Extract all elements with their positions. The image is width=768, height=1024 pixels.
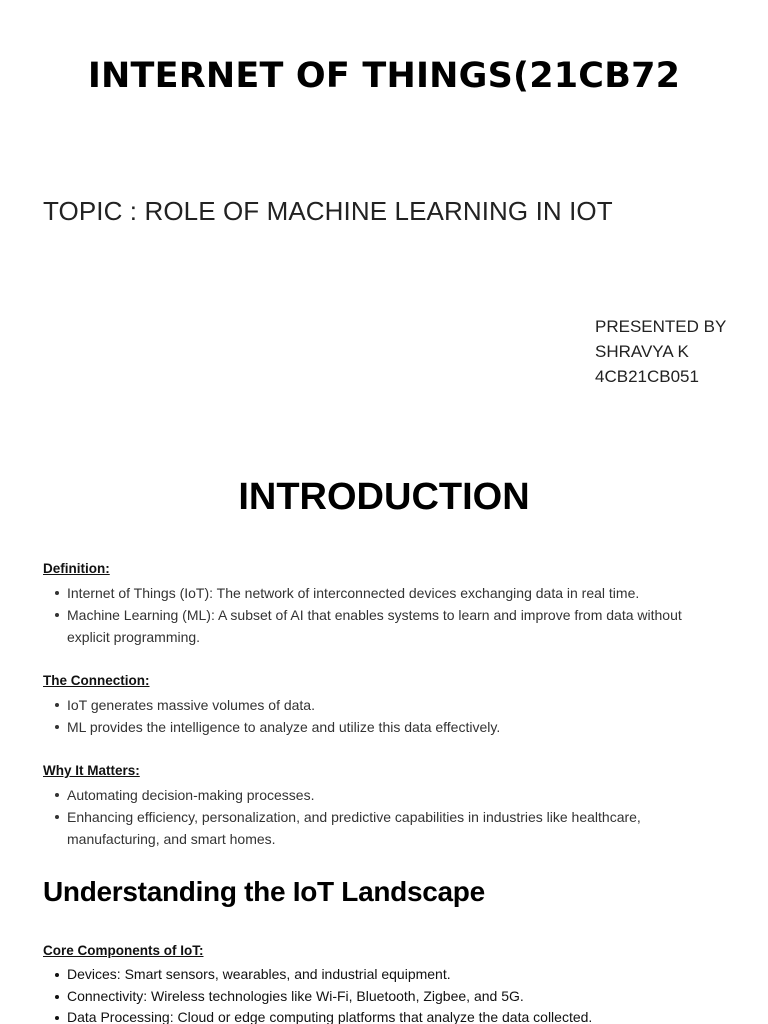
why-it-matters-section bbox=[43, 762, 723, 850]
topic-line: TOPIC : ROLE OF MACHINE LEARNING IN IOT bbox=[43, 196, 613, 226]
presenter-label: PRESENTED BY bbox=[595, 317, 727, 336]
list-item: Data Processing: Cloud or edge computing platforms that analyze the data collected. bbox=[67, 1007, 723, 1024]
list-item: Internet of Things (IoT): The network of interconnected devices exchanging data in real time. bbox=[67, 582, 723, 604]
list-item: Automating decision-making processes. bbox=[67, 784, 723, 806]
core-components-title: Core Components of IoT: bbox=[43, 943, 204, 958]
connection-list bbox=[43, 694, 723, 738]
connection-title: The Connection: bbox=[43, 673, 150, 688]
core-components-section bbox=[43, 942, 723, 1024]
list-item: IoT generates massive volumes of data. bbox=[67, 694, 723, 716]
core-components-list bbox=[43, 964, 723, 1024]
iot-landscape-heading: Understanding the IoT Landscape bbox=[43, 876, 485, 907]
list-item: Devices: Smart sensors, wearables, and industrial equipment. bbox=[67, 964, 723, 986]
introduction-heading: INTRODUCTION bbox=[238, 476, 530, 518]
why-it-matters-list bbox=[43, 784, 723, 850]
list-item: Machine Learning (ML): A subset of AI that enables systems to learn and improve from data without explicit programming. bbox=[67, 604, 723, 648]
presenter-block bbox=[595, 314, 726, 389]
definition-list bbox=[43, 582, 723, 648]
list-item: Connectivity: Wireless technologies like Wi-Fi, Bluetooth, Zigbee, and 5G. bbox=[67, 986, 723, 1008]
list-item: Enhancing efficiency, personalization, and predictive capabilities in industries like healthcare, manufacturing, and smart homes. bbox=[67, 806, 723, 850]
definition-section bbox=[43, 560, 723, 648]
document-title: INTERNET OF THINGS(21CB72 bbox=[87, 56, 681, 96]
presenter-usn: 4CB21CB051 bbox=[595, 367, 699, 386]
definition-title: Definition: bbox=[43, 561, 110, 576]
list-item: ML provides the intelligence to analyze and utilize this data effectively. bbox=[67, 716, 723, 738]
why-it-matters-title: Why It Matters: bbox=[43, 763, 140, 778]
presenter-name: SHRAVYA K bbox=[595, 342, 689, 361]
connection-section bbox=[43, 672, 723, 738]
